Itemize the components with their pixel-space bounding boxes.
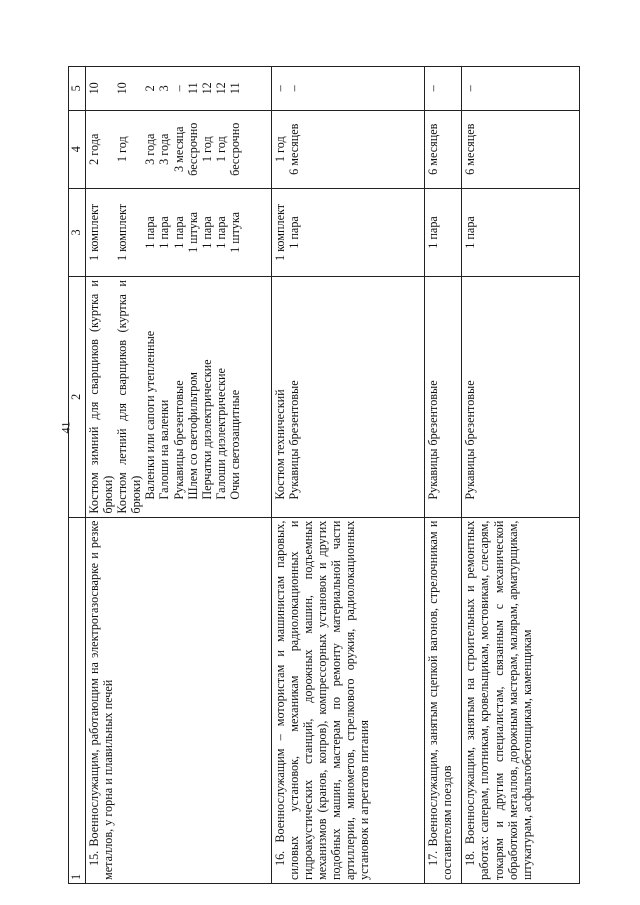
- item-name: Валенки или сапоги утепленные: [143, 330, 158, 500]
- item-term: 3 года: [157, 133, 172, 165]
- item-qty: 1 комплект: [115, 203, 130, 262]
- item-quantities: [86, 188, 272, 276]
- item-qty: 1 комплект: [87, 203, 101, 262]
- item-names: [271, 277, 424, 518]
- item-name: Перчатки диэлектрические: [199, 359, 214, 500]
- item-code: –: [272, 85, 287, 92]
- column-header-5: 5: [69, 67, 86, 111]
- item-code: 10: [115, 82, 130, 95]
- item-name: Рукавицы брезентовые: [463, 380, 478, 500]
- item-term: 1 год: [115, 136, 130, 163]
- item-code: 11: [227, 82, 242, 95]
- item-names: [462, 277, 580, 518]
- item-code: 11: [185, 82, 200, 95]
- item-qty: 1 пара: [157, 216, 172, 249]
- item-code: 2: [143, 85, 158, 92]
- item-name: Очки светозащитные: [227, 389, 242, 500]
- item-terms: [86, 110, 272, 188]
- item-qty: 1 штука: [227, 211, 242, 253]
- row-description: 18. Военнослужащим, занятым на строительных и ремонтных работах: саперам, плотникам, кровельщикам, мостовикам, слесарям, токарям и другим специалистам, связанным с механической обработкой металлов, дорожным мастерам, малярам, арматурщикам, штукатурам, асфальтобетонщикам, каменщикам: [462, 517, 580, 883]
- item-code: –: [286, 85, 301, 92]
- item-code: 12: [213, 82, 228, 95]
- item-code: 12: [199, 82, 214, 95]
- item-qty: 1 пара: [143, 216, 158, 249]
- item-codes: [462, 67, 580, 111]
- item-name: Галоши на валенки: [157, 399, 172, 500]
- page-number: 41: [58, 421, 73, 434]
- item-names: [424, 277, 462, 518]
- item-term: 6 месяцев: [463, 123, 478, 175]
- item-term: 1 год: [272, 136, 287, 163]
- item-name: Галоши диэлектрические: [213, 368, 228, 500]
- item-terms: [424, 110, 462, 188]
- item-qty: 1 пара: [213, 216, 228, 249]
- item-qty: 1 пара: [463, 216, 478, 249]
- item-quantities: [424, 188, 462, 276]
- item-codes: [86, 67, 272, 111]
- item-term: 1 год: [213, 136, 228, 163]
- item-term: 1 год: [199, 136, 214, 163]
- item-code: –: [463, 85, 478, 92]
- item-quantities: [462, 188, 580, 276]
- item-name: Костюм зимний для сварщиков (куртка и брюки): [87, 280, 116, 514]
- protective-equipment-table: [68, 66, 580, 884]
- row-description: 17. Военнослужащим, занятым сцепкой вагонов, стрелочникам и составителям поездов: [424, 517, 462, 883]
- item-qty: 1 пара: [425, 216, 440, 249]
- item-quantities: [271, 188, 424, 276]
- item-name: Костюм технический: [272, 389, 287, 500]
- table-row: [271, 67, 424, 884]
- table-row: [462, 67, 580, 884]
- item-name: Рукавицы брезентовые: [171, 380, 186, 500]
- table-row: [424, 67, 462, 884]
- item-code: –: [171, 85, 186, 92]
- item-name: Костюм летний для сварщиков (куртка и брюки): [115, 280, 144, 514]
- item-qty: 1 пара: [286, 216, 301, 249]
- item-term: 2 года: [87, 133, 101, 165]
- item-code: –: [425, 85, 440, 92]
- item-term: 3 года: [143, 133, 158, 165]
- item-names: [86, 277, 272, 518]
- item-name: Рукавицы брезентовые: [425, 380, 440, 500]
- item-qty: 1 комплект: [272, 203, 287, 262]
- item-terms: [271, 110, 424, 188]
- item-term: 6 месяцев: [425, 123, 440, 175]
- item-term: бессрочно: [227, 122, 242, 176]
- item-qty: 1 штука: [185, 211, 200, 253]
- item-qty: 1 пара: [171, 216, 186, 249]
- item-qty: 1 пара: [199, 216, 214, 249]
- column-header-2: 2: [69, 277, 86, 518]
- row-description: 16. Военнослужащим – мотористам и машинистам паровых, силовых установок, механикам радиолокационных и гидроакустических станций, дорожных машин, подъемных механизмов (кранов, копров), компрессорных установок и других подобных машин, мастерам по ремонту материальной части артиллерии, минометов, стрелкового оружия, радиолокационных установок и агрегатов питания: [271, 517, 424, 883]
- item-term: бессрочно: [185, 122, 200, 176]
- item-name: Рукавицы брезентовые: [286, 380, 301, 500]
- item-term: 3 месяца: [171, 126, 186, 172]
- item-codes: [424, 67, 462, 111]
- column-header-3: 3: [69, 188, 86, 276]
- item-codes: [271, 67, 424, 111]
- table-header-row: [69, 67, 86, 884]
- column-header-4: 4: [69, 110, 86, 188]
- table-row: [86, 67, 272, 884]
- item-name: Шлем со светофильтром: [185, 372, 200, 500]
- row-description: 15. Военнослужащим, работающим на электрогазосварке и резке металлов, у горна и плавильных печей: [86, 517, 272, 883]
- rotated-table-container: [68, 66, 580, 884]
- item-code: 10: [87, 82, 101, 95]
- item-terms: [462, 110, 580, 188]
- item-term: 6 месяцев: [286, 123, 301, 175]
- column-header-1: 1: [69, 517, 86, 883]
- item-code: 3: [157, 85, 172, 92]
